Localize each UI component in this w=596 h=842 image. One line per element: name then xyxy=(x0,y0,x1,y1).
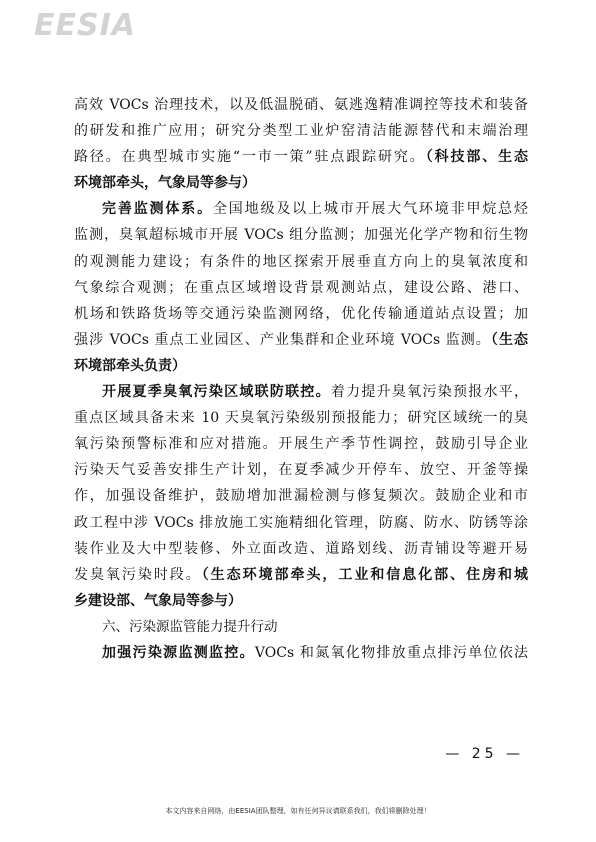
paragraph-title: 加强污染源监测监控。 xyxy=(102,644,255,661)
text-line: 气象综合观测；在重点区域增设背景观测站点，建设公路、港口、 xyxy=(74,279,528,296)
responsible-department-end: 环境部牵头负责） xyxy=(74,357,186,374)
text-segment: 发臭氧污染时段。 xyxy=(74,566,202,583)
eesia-logo: EESIA xyxy=(34,8,136,43)
text-line: 作，加强设备维护，鼓励增加泄漏检测与修复频次。鼓励企业和市 xyxy=(74,488,528,505)
text-line: 重点区域具备未来 10 天臭氧污染级别预报能力；研究区域统一的臭 xyxy=(74,410,528,427)
paragraph-title: 完善监测体系。 xyxy=(102,201,213,218)
responsible-department: （生态 xyxy=(490,331,529,348)
text-line xyxy=(74,379,528,405)
text-line: 机场和铁路货场等交通污染监测网络，优化传输通道站点设置；加 xyxy=(74,305,528,322)
text-line: 装作业及大中型装修、外立面改造、道路划线、沥青铺设等避开易 xyxy=(74,540,528,557)
responsible-department: （科技部、生态 xyxy=(425,149,528,166)
text-segment: 路径。在典型城市实施“一市一策”驻点跟踪研究。 xyxy=(74,149,426,166)
text-line xyxy=(74,327,528,353)
responsible-department: （生态环境部牵头，工业和信息化部、住房和城 xyxy=(201,566,529,583)
paragraph-title: 开展夏季臭氧污染区域联防联控。 xyxy=(102,384,331,401)
text-line xyxy=(74,144,528,170)
text-segment: 着力提升臭氧污染预报水平， xyxy=(330,384,529,401)
text-line: 氧污染预警标准和应对措施。开展生产季节性调控，鼓励引导企业 xyxy=(74,436,528,453)
text-segment: VOCs 和氮氧化物排放重点排污单位依法 xyxy=(254,644,528,661)
text-line xyxy=(74,562,528,588)
responsible-department-end: 乡建设部、气象局等参与） xyxy=(74,592,242,609)
page-number: — 25 — xyxy=(445,746,524,762)
text-line xyxy=(74,196,528,222)
text-line: 的研发和推广应用；研究分类型工业炉窑清洁能源替代和末端治理 xyxy=(74,123,528,140)
text-line: 的观测能力建设；有条件的地区探索开展垂直方向上的臭氧浓度和 xyxy=(74,253,528,270)
document-body xyxy=(74,92,528,666)
text-line: 监测，臭氧超标城市开展 VOCs 组分监测；加强光化学产物和衍生物 xyxy=(74,227,528,244)
text-line xyxy=(74,640,528,666)
text-line: 高效 VOCs 治理技术，以及低温脱硝、氨逃逸精准调控等技术和装备 xyxy=(74,97,528,113)
text-segment: 强涉 VOCs 重点工业园区、产业集群和企业环境 VOCs 监测。 xyxy=(74,331,491,348)
text-segment: 全国地级及以上城市开展大气环境非甲烷总烃 xyxy=(212,201,529,218)
text-line: 污染天气妥善安排生产计划，在夏季减少开停车、放空、开釜等操 xyxy=(74,462,528,479)
footer-note: 本文内容来自网络，由EESIA团队整理，如有任何异议请联系我们，我们将删除处理！ xyxy=(165,807,431,815)
section-heading: 六、污染源监管能力提升行动 xyxy=(102,618,278,635)
responsible-department-end: 环境部牵头，气象局等参与） xyxy=(74,175,256,192)
text-line: 政工程中涉 VOCs 排放施工实施精细化管理，防腐、防水、防锈等涂 xyxy=(74,514,528,531)
